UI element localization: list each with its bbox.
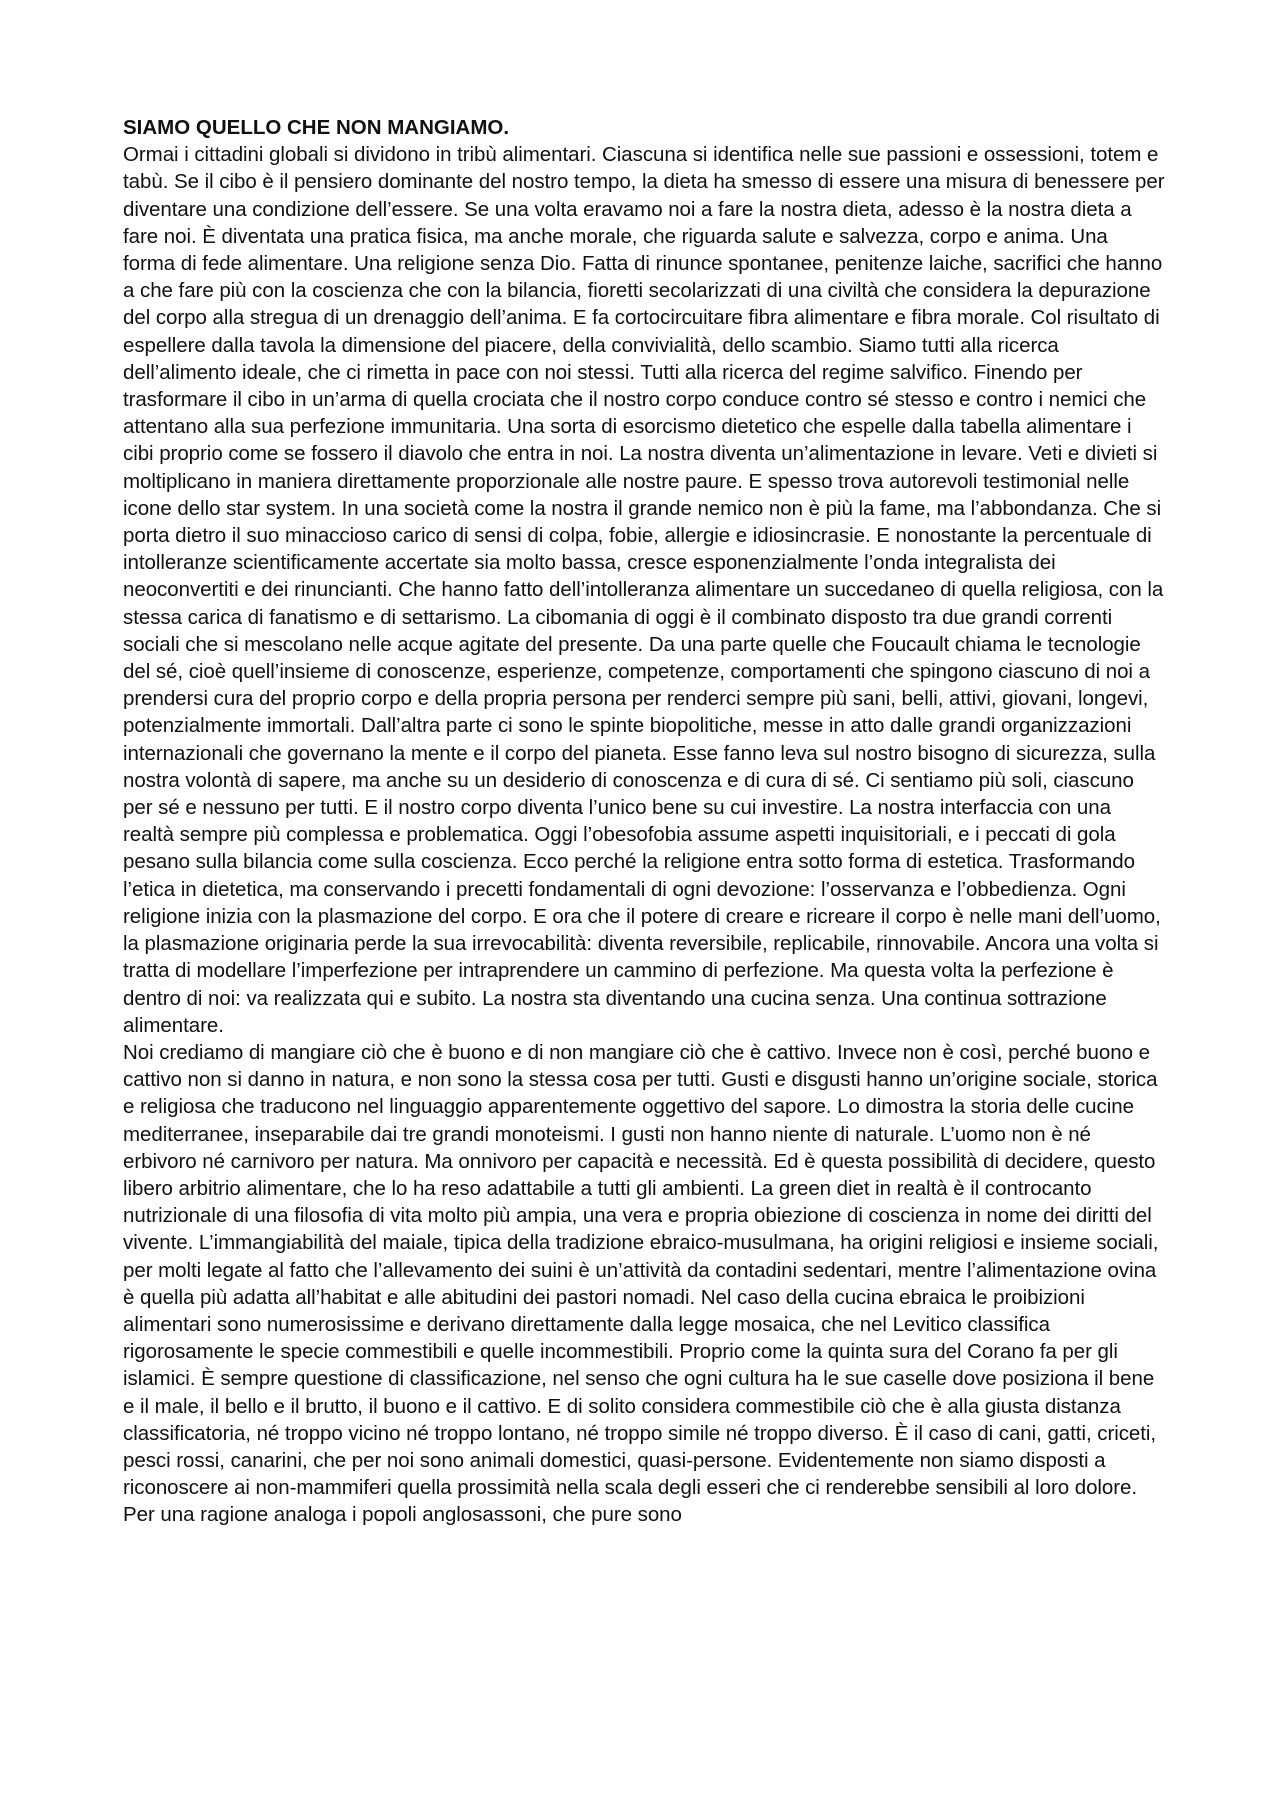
paragraph-2: Noi crediamo di mangiare ciò che è buono e di non mangiare ciò che è cattivo. Invece non è così, perché buono e cattivo non si danno in natura, e non sono la stessa cosa per tutti. Gusti e disgusti hanno un’origine sociale, storica e religiosa che traducono nel linguaggio apparentemente oggettivo del sapore. Lo dimostra la storia delle cucine mediterranee, inseparabile dai tre grandi monoteismi. I gusti non hanno niente di naturale. L’uomo non è né erbivoro né carnivoro per natura. Ma onnivoro per capacità e necessità. Ed è questa possibilità di decidere, questo libero arbitrio alimentare, che lo ha reso adattabile a tutti gli ambienti. La green diet in realtà è il controcanto nutrizionale di una filosofia di vita molto più ampia, una vera e propria obiezione di coscienza in nome dei diritti del vivente. L’immangiabilità del maiale, tipica della tradizione ebraico-musulmana, ha origini religiosi e insieme sociali, per molti legate al fatto che l’allevamento dei suini è un’attività da contadini sedentari, mentre l’alimentazione ovina è quella più adatta all’habitat e alle abitudini dei pastori nomadi. Nel caso della cucina ebraica le proibizioni alimentari sono numerosissime e derivano direttamente dalla legge mosaica, che nel Levitico classifica rigorosamente le specie commestibili e quelle incommestibili. Proprio come la quinta sura del Corano fa per gli islamici. È sempre questione di classificazione, nel senso che ogni cultura ha le sue caselle dove posiziona il bene e il male, il bello e il brutto, il buono e il cattivo. E di solito considera commestibile ciò che è alla giusta distanza classificatoria, né troppo vicino né troppo lontano, né troppo simile né troppo diverso. È il caso di cani, gatti, criceti, pesci rossi, canarini, che per noi sono animali domestici, quasi-persone. Evidentemente non siamo disposti a riconoscere ai non-mammiferi quella prossimità nella scala degli esseri che ci renderebbe sensibili al loro dolore. Per una ragione analoga i popoli anglosassoni, che pure sono [123, 1040, 1159, 1527]
document-title: SIAMO QUELLO CHE NON MANGIAMO. [123, 116, 510, 139]
paragraph-1: Ormai i cittadini globali si dividono in tribù alimentari. Ciascuna si identifica nelle sue passioni e ossessioni, totem e tabù. Se il cibo è il pensiero dominante del nostro tempo, la dieta ha smesso di essere una misura di benessere per diventare una condizione dell’essere. Se una volta eravamo noi a fare la nostra dieta, adesso è la nostra dieta a fare noi. È diventata una pratica fisica, ma anche morale, che riguarda salute e salvezza, corpo e anima. Una forma di fede alimentare. Una religione senza Dio. Fatta di rinunce spontanee, penitenze laiche, sacrifici che hanno a che fare più con la coscienza che con la bilancia, fioretti secolarizzati di una civiltà che considera la depurazione del corpo alla stregua di un drenaggio dell’anima. E fa cortocircuitare fibra alimentare e fibra morale. Col risultato di espellere dalla tavola la dimensione del piacere, della convivialità, dello scambio. Siamo tutti alla ricerca dell’alimento ideale, che ci rimetta in pace con noi stessi. Tutti alla ricerca del regime salvifico. Finendo per trasformare il cibo in un’arma di quella crociata che il nostro corpo conduce contro sé stesso e contro i nemici che attentano alla sua perfezione immunitaria. Una sorta di esorcismo dietetico che espelle dalla tabella alimentare i cibi proprio come se fossero il diavolo che entra in noi. La nostra diventa un’alimentazione in levare. Veti e divieti si moltiplicano in maniera direttamente proporzionale alle nostre paure. E spesso trova autorevoli testimonial nelle icone dello star system. In una società come la nostra il grande nemico non è più la fame, ma l’abbondanza. Che si porta dietro il suo minaccioso carico di sensi di colpa, fobie, allergie e idiosincrasie. E nonostante la percentuale di intolleranze scientificamente accertate sia molto bassa, cresce esponenzialmente l’onda integralista dei neoconvertiti e dei rinuncianti. Che hanno fatto dell’intolleranza alimentare un succedaneo di quella religiosa, con la stessa carica di fanatismo e di settarismo. La cibomania di oggi è il combinato disposto tra due grandi correnti sociali che si mescolano nelle acque agitate del presente. Da una parte quelle che Foucault chiama le tecnologie del sé, cioè quell’insieme di conoscenze, esperienze, competenze, comportamenti che spingono ciascuno di noi a prendersi cura del proprio corpo e della propria persona per renderci sempre più sani, belli, attivi, giovani, longevi, potenzialmente immortali. Dall’altra parte ci sono le spinte biopolitiche, messe in atto dalle grandi organizzazioni internazionali che governano la mente e il corpo del pianeta. Esse fanno leva sul nostro bisogno di sicurezza, sulla nostra volontà di sapere, ma anche su un desiderio di conoscenza e di cura di sé. Ci sentiamo più soli, ciascuno per sé e nessuno per tutti. E il nostro corpo diventa l’unico bene su cui investire. La nostra interfaccia con una realtà sempre più complessa e problematica. Oggi l’obesofobia assume aspetti inquisitoriali, e i peccati di gola pesano sulla bilancia come sulla coscienza. Ecco perché la religione entra sotto forma di estetica. Trasformando l’etica in dietetica, ma conservando i precetti fondamentali di ogni devozione: l’osservanza e l’obbedienza. Ogni religione inizia con la plasmazione del corpo. E ora che il potere di creare e ricreare il corpo è nelle mani dell’uomo, la plasmazione originaria perde la sua irrevocabilità: diventa reversibile, replicabile, rinnovabile. Ancora una volta si tratta di modellare l’imperfezione per intraprendere un cammino di perfezione. Ma questa volta la perfezione è dentro di noi: va realizzata qui e subito. La nostra sta diventando una cucina senza. Una continua sottrazione alimentare. [123, 143, 1165, 1037]
document-page [123, 114, 1165, 1529]
